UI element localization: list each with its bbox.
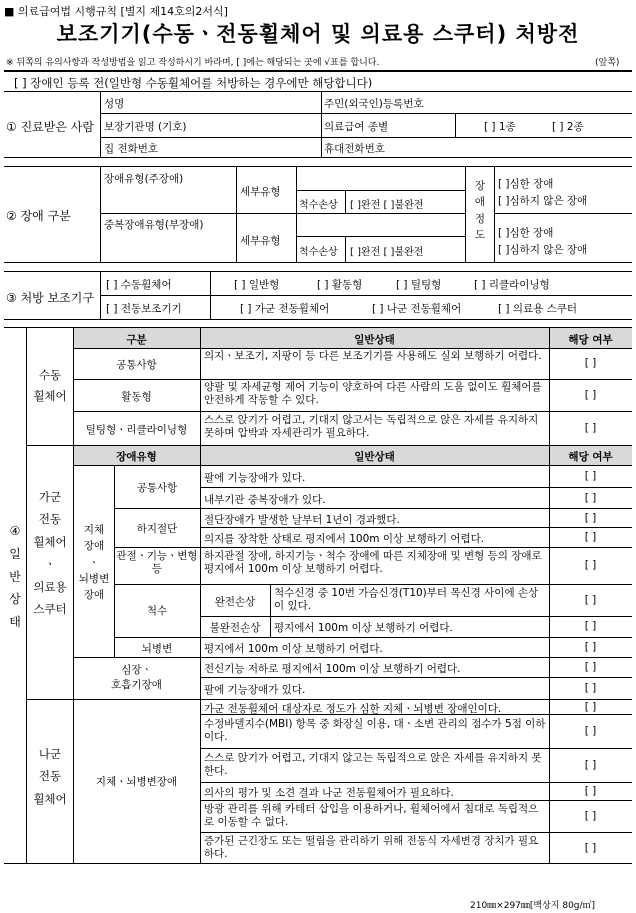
row-checkbox[interactable]: [ ]: [584, 512, 597, 524]
divider: [73, 411, 632, 412]
divider: [345, 236, 346, 262]
row-state-text: 절단장애가 발생한 날부터 1년이 경과했다.: [204, 514, 400, 526]
divider: [100, 137, 632, 138]
manual-wheelchair-label: 수동 휠체어: [33, 368, 67, 403]
divider: [200, 677, 632, 678]
row-type-label: 틸팅형ㆍ리클라이닝형: [85, 424, 188, 436]
spinal-label: 척수손상: [299, 200, 338, 211]
spinal-label: 척수손상: [299, 247, 338, 258]
row-checkbox[interactable]: [ ]: [584, 641, 597, 653]
power-device-checkbox[interactable]: [ ] 전동보조기기: [106, 303, 182, 315]
tilting-type-checkbox[interactable]: [ ] 틸팅형: [396, 279, 442, 291]
section4-title: ④ 일 반 상 태: [9, 524, 21, 630]
divider: [296, 190, 465, 191]
section2-title: ② 장애 구분: [6, 209, 71, 223]
physical-brain-group-label: 지체ㆍ뇌병변장애: [95, 776, 178, 788]
divider: [114, 637, 632, 638]
row-checkbox[interactable]: [ ]: [584, 492, 597, 504]
not-severe-checkbox[interactable]: [ ]심하지 않은 장애: [498, 195, 588, 207]
divider: [296, 236, 465, 237]
row-type-label: 활동형: [121, 391, 152, 403]
divider: [4, 91, 632, 92]
cardio-respiratory-label: 심장ㆍ 호흡기장애: [111, 664, 162, 691]
divider: [100, 113, 632, 114]
row-checkbox[interactable]: [ ]: [584, 682, 597, 694]
form-reference: ■ 의료급여법 시행규칙 [별지 제14호의2서식]: [4, 5, 228, 18]
home-phone-label: 집 전화번호: [104, 143, 159, 155]
standard-type-checkbox[interactable]: [ ] 일반형: [234, 279, 280, 291]
divider: [4, 271, 632, 272]
pre-registration-check[interactable]: [ ] 장애인 등록 전(일반형 수동휠체어를 처방하는 경우에만 해당합니다): [14, 76, 373, 90]
divider: [114, 508, 632, 509]
divider: [4, 262, 632, 263]
row-state-text: 스스로 앉기가 어렵고, 기대지 않고서는 독립적으로 앉은 자세를 유지하지 못하며 압박과 자세관리가 필요하다.: [204, 414, 539, 439]
row-state-text: 증가된 근긴장도 또는 떨림을 관리하기 위해 전동식 자세변경 장치가 필요하다.: [204, 835, 539, 860]
divider: [114, 547, 632, 548]
row-checkbox[interactable]: [ ]: [584, 785, 597, 797]
divider: [4, 157, 632, 158]
row-state-text: 내부기관 중복장애가 있다.: [204, 494, 326, 506]
row-state-text: 의사의 평가 및 소견 결과 나군 전동휠체어가 필요하다.: [204, 787, 454, 799]
row-checkbox[interactable]: [ ]: [584, 759, 597, 771]
spinal-checkbox[interactable]: [ ]완전 [ ]불완전: [350, 200, 424, 211]
divider: [114, 584, 632, 585]
divider: [236, 167, 237, 262]
row-state-text: 스스로 앉기가 어렵고, 기대지 않고는 독립적으로 앉은 자세를 유지하지 못한다.: [204, 752, 542, 777]
row-state-text: 평지에서 100m 이상 보행하기 어렵다.: [204, 643, 383, 655]
row-checkbox[interactable]: [ ]: [584, 842, 597, 854]
col-state-header: 일반상태: [354, 451, 395, 463]
divider: [345, 190, 346, 213]
divider: [100, 92, 101, 157]
row-state-text: 팔에 기능장애가 있다.: [204, 684, 306, 696]
divider: [200, 748, 632, 749]
divider: [73, 379, 632, 380]
divider: [494, 167, 495, 262]
type1-checkbox[interactable]: [ ] 1종: [484, 121, 516, 133]
divider: [321, 92, 322, 157]
row-checkbox[interactable]: [ ]: [584, 357, 597, 369]
row-state-text: 팔에 기능장애가 있다.: [204, 472, 306, 484]
section1-title: ① 진료받은 사람: [6, 120, 94, 134]
col-check-header: 해당 여부: [568, 451, 613, 463]
divider: [100, 295, 632, 296]
row-state-text: 방광 관리를 위해 카테터 삽입을 이용하거나, 휠체어에서 침대로 독립적으로 이동할 수 없다.: [204, 803, 539, 828]
disability-degree-label: 장 애 정 도: [474, 180, 486, 241]
col-check-header: 해당 여부: [568, 334, 613, 346]
group-ga-label: 가군 전동 휠체어 ㆍ 의료용 스쿠터: [33, 490, 67, 617]
brain-lesion-label: 뇌병변: [141, 643, 173, 655]
divider: [200, 527, 632, 528]
divider: [73, 465, 632, 466]
divider: [494, 213, 632, 214]
row-checkbox[interactable]: [ ]: [584, 559, 597, 571]
active-type-checkbox[interactable]: [ ] 활동형: [317, 279, 363, 291]
divider: [210, 272, 211, 319]
divider: [4, 863, 632, 864]
spinal-label: 척수: [146, 605, 168, 617]
divider: [4, 319, 632, 320]
col-state-header: 일반상태: [354, 334, 395, 346]
type2-checkbox[interactable]: [ ] 2종: [552, 121, 584, 133]
incomplete-injury-label: 불완전손상: [209, 622, 261, 634]
sub-type-label: 중복장애유형(부장애): [104, 219, 204, 231]
divider: [296, 167, 297, 262]
common-label: 공통사항: [136, 482, 178, 494]
divider: [100, 213, 465, 214]
col-type-header: 구분: [126, 334, 147, 346]
divider: [455, 113, 456, 137]
main-type-label: 장애유형(주장애): [104, 173, 184, 185]
paper-spec-footer: 210㎜×297㎜[백상지 80g/㎡]: [470, 901, 596, 911]
row-state-text: 가군 전동휠체어 대상자로 정도가 심한 지체ㆍ뇌병변 장애인이다.: [204, 703, 502, 715]
section3-title: ③ 처방 보조기구: [6, 291, 94, 305]
severe-checkbox[interactable]: [ ]심한 장애: [498, 227, 554, 239]
manual-wheelchair-checkbox[interactable]: [ ] 수동휠체어: [106, 279, 172, 291]
reclining-type-checkbox[interactable]: [ ] 리클라이닝형: [474, 279, 550, 291]
amputation-label: 하지절단: [136, 523, 178, 535]
row-state-text: 양팔 및 자세균형 제어 기능이 양호하여 다른 사람의 도움 없이도 휠체어를 안전하게 작동할 수 있다.: [204, 381, 542, 406]
divider: [73, 348, 632, 349]
group-na-checkbox[interactable]: [ ] 나군 전동휠체어: [372, 303, 462, 315]
detail-type-label: 세부유형: [240, 235, 281, 247]
row-checkbox[interactable]: [ ]: [584, 725, 597, 737]
org-label: 보장기관명 (기호): [104, 121, 187, 133]
row-checkbox[interactable]: [ ]: [584, 531, 597, 543]
col-disability-type-header: 장애유형: [116, 451, 157, 463]
row-state-text: 하지관절 장애, 하지기능ㆍ척수 장애에 따른 지체장애 및 변형 등의 장애로 평지에서 100m 이상 보행하기 어렵다.: [204, 550, 542, 575]
divider: [4, 166, 632, 167]
divider: [200, 800, 632, 801]
joint-function-label: 관절ㆍ기능ㆍ변형 등: [116, 550, 198, 575]
form-title: 보조기기(수동ㆍ전동휠체어 및 의료용 스쿠터) 처방전: [56, 22, 580, 46]
not-severe-checkbox[interactable]: [ ]심하지 않은 장애: [498, 244, 588, 256]
row-state-text: 의지ㆍ보조기, 지팡이 등 다른 보조기기를 사용해도 실외 보행하기 어렵다.: [204, 350, 542, 362]
divider: [200, 782, 632, 783]
rrn-label: 주민(외국인)등록번호: [324, 98, 424, 110]
row-state-text: 전신기능 저하로 평지에서 100m 이상 보행하기 어렵다.: [204, 663, 461, 675]
top-border: [4, 70, 632, 72]
row-checkbox[interactable]: [ ]: [584, 810, 597, 822]
benefit-type-label: 의료급여 종별: [324, 121, 389, 133]
divider: [200, 616, 632, 617]
severe-checkbox[interactable]: [ ]심한 장애: [498, 178, 554, 190]
form-notice: ※ 뒤쪽의 유의사항과 작성방법을 읽고 작성하시기 바라며, [ ]에는 해당되는 곳에 √표를 합니다.: [6, 58, 380, 68]
page-side-label: (앞쪽): [595, 58, 620, 68]
row-state-text: 의지를 장착한 상태로 평지에서 100m 이상 보행하기 어렵다.: [204, 533, 485, 545]
row-checkbox[interactable]: [ ]: [584, 594, 597, 606]
divider: [270, 585, 271, 637]
mobile-label: 휴대전화번호: [324, 143, 385, 155]
divider: [73, 657, 632, 658]
row-checkbox[interactable]: [ ]: [584, 389, 597, 401]
divider: [200, 487, 632, 488]
medical-scooter-checkbox[interactable]: [ ] 의료용 스쿠터: [498, 303, 578, 315]
physical-brain-group-label: 지체 장애 ㆍ 뇌병변 장애: [78, 524, 110, 602]
row-checkbox[interactable]: [ ]: [584, 701, 597, 713]
spinal-checkbox[interactable]: [ ]완전 [ ]불완전: [350, 247, 424, 258]
row-checkbox[interactable]: [ ]: [584, 620, 597, 632]
row-checkbox[interactable]: [ ]: [584, 661, 597, 673]
row-state-text: 척수신경 중 10번 가슴신경(T10)부터 목신경 사이에 손상이 있다.: [274, 587, 539, 612]
row-type-label: 공통사항: [116, 359, 157, 371]
row-checkbox[interactable]: [ ]: [584, 470, 597, 482]
group-ga-checkbox[interactable]: [ ] 가군 전동휠체어: [240, 303, 330, 315]
divider: [200, 832, 632, 833]
name-label: 성명: [104, 98, 125, 110]
divider: [100, 167, 101, 262]
complete-injury-label: 완전손상: [214, 596, 256, 608]
detail-type-label: 세부유형: [240, 186, 281, 198]
row-state-text: 수정바델지수(MBI) 항목 중 화장실 이용, 대ㆍ소변 관리의 점수가 5점 이하이다.: [204, 718, 546, 743]
row-checkbox[interactable]: [ ]: [584, 422, 597, 434]
divider: [26, 699, 632, 700]
row-state-text: 평지에서 100m 이상 보행하기 어렵다.: [274, 622, 453, 634]
group-na-label: 나군 전동 휠체어: [33, 747, 67, 806]
